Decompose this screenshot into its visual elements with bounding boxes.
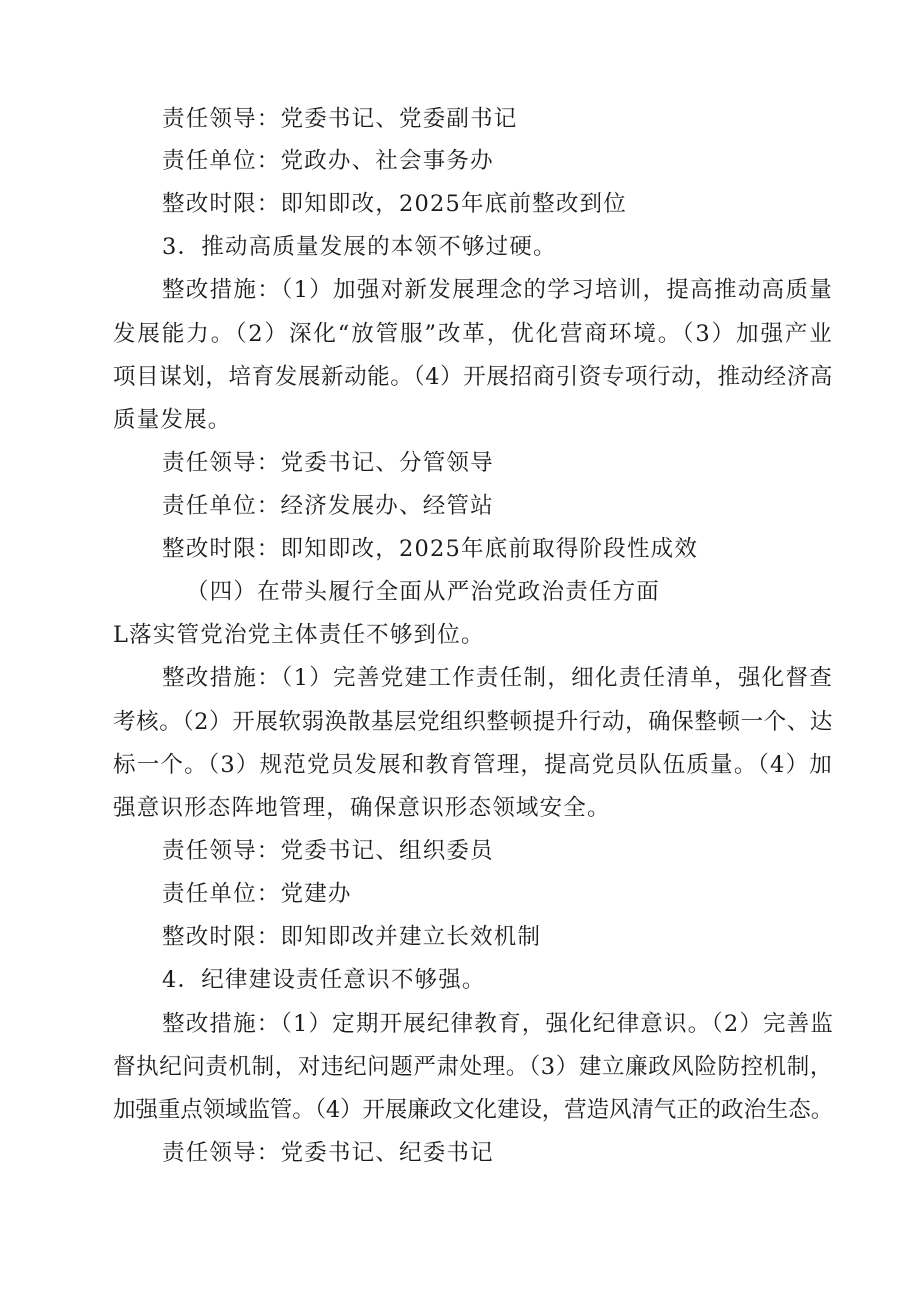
measures-paragraph-line: 强意识形态阵地管理，确保意识形态领域安全。 (113, 795, 611, 821)
deadline-line: 整改时限：即知即改，2025年底前取得阶段性成效 (162, 536, 699, 562)
responsible-leader-line: 责任领导：党委书记、组织委员 (162, 838, 494, 864)
responsible-leader-line: 责任领导：党委书记、党委副书记 (162, 106, 518, 132)
responsible-leader-line: 责任领导：党委书记、分管领导 (162, 450, 494, 476)
measures-paragraph-line: 整改措施：（1）加强对新发展理念的学习培训，提高推动高质量 (162, 277, 833, 303)
responsible-unit-line: 责任单位：经济发展办、经管站 (162, 493, 494, 519)
measures-paragraph-line: 发展能力。（2）深化“放管服”改革，优化营商环境。（3）加强产业 (113, 321, 833, 347)
deadline-line: 整改时限：即知即改并建立长效机制 (162, 924, 542, 950)
measures-paragraph-line: 质量发展。 (113, 407, 232, 433)
item-heading-1: L落实管党治党主体责任不够到位。 (113, 622, 485, 648)
responsible-unit-line: 责任单位：党建办 (162, 881, 352, 907)
responsible-leader-line: 责任领导：党委书记、纪委书记 (162, 1140, 494, 1166)
measures-paragraph-line: 加强重点领域监管。（4）开展廉政文化建设，营造风清气正的政治生态。 (113, 1097, 833, 1123)
measures-paragraph-line: 项目谋划，培育发展新动能。（4）开展招商引资专项行动，推动经济高 (113, 364, 833, 390)
responsible-unit-line: 责任单位：党政办、社会事务办 (162, 148, 494, 174)
item-heading-4: 4．纪律建设责任意识不够强。 (162, 967, 486, 993)
measures-paragraph-line: 标一个。（3）规范党员发展和教育管理，提高党员队伍质量。（4）加 (113, 752, 833, 778)
measures-paragraph-line: 督执纪问责机制，对违纪问题严肃处理。（3）建立廉政风险防控机制， (113, 1054, 833, 1080)
item-heading-3: 3．推动高质量发展的本领不够过硬。 (162, 234, 557, 260)
measures-paragraph-line: 整改措施：（1）定期开展纪律教育，强化纪律意识。（2）完善监 (162, 1011, 835, 1037)
deadline-line: 整改时限：即知即改，2025年底前整改到位 (162, 191, 627, 217)
measures-paragraph-line: 整改措施：（1）完善党建工作责任制，细化责任清单，强化督查 (162, 665, 833, 691)
measures-paragraph-line: 考核。（2）开展软弱涣散基层党组织整顿提升行动，确保整顿一个、达 (113, 709, 833, 735)
section-heading-4: （四）在带头履行全面从严治党政治责任方面 (186, 579, 661, 605)
